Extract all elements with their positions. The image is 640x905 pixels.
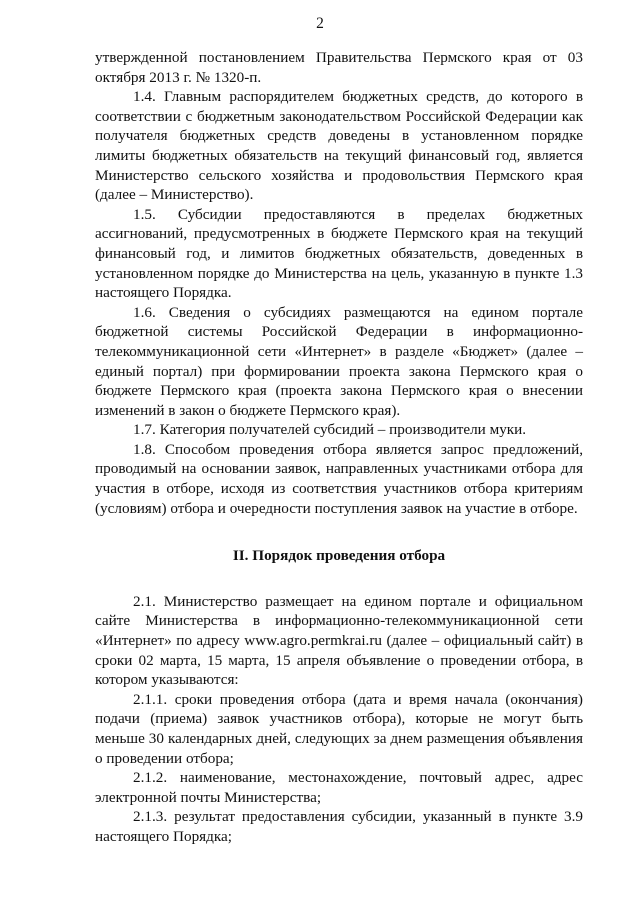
paragraph-1-7: 1.7. Категория получателей субсидий – производители муки.	[133, 421, 527, 439]
paragraph-2-1: 2.1. Министерство размещает на едином портале и официальном сайте Министерства в информационно-телекоммуникационной сети «Интернет» по адресу www.agro.permkrai.ru (далее – официальный сайт) в сроки 02 марта, 15 марта, 15 апреля объявление о проведении отбора, в котором указываются:	[95, 592, 583, 689]
paragraph-2-1-2: 2.1.2. наименование, местонахождение, почтовый адрес, адрес электронной почты Министерства;	[95, 769, 583, 806]
document-body	[95, 48, 583, 847]
paragraph-1-6: 1.6. Сведения о субсидиях размещаются на едином портале бюджетной системы Российской Федерации в информационно-телекоммуникационной сети «Интернет» в разделе «Бюджет» (далее – единый портал) при формировании проекта закона Пермского края о бюджете Пермского края (проекта закона Пермского края о внесении изменений в закон о бюджете Пермского края).	[95, 303, 583, 419]
paragraph-approval-continuation: утвержденной постановлением Правительства Пермского края от 03 октября 2013 г. № 1320-п.	[95, 49, 583, 86]
paragraph-1-5: 1.5. Субсидии предоставляются в пределах бюджетных ассигнований, предусмотренных в бюджете Пермского края на текущий финансовый год, и лимитов бюджетных обязательств, доведенных в установленном порядке до Министерства на цель, указанную в пункте 1.3 настоящего Порядка.	[95, 205, 583, 302]
section-title: II. Порядок проведения отбора	[232, 547, 446, 565]
paragraph-1-4: 1.4. Главным распорядителем бюджетных средств, до которого в соответствии с бюджетным законодательством Российской Федерации как получателя бюджетных средств доведены в установленном порядке лимиты бюджетных обязательств на текущий финансовый год, является Министерство сельского хозяйства и продовольствия Пермского края (далее – Министерство).	[95, 88, 583, 204]
page-number: 2	[316, 15, 324, 32]
paragraph-2-1-3: 2.1.3. результат предоставления субсидии, указанный в пункте 3.9 настоящего Порядка;	[95, 808, 583, 845]
paragraph-1-8: 1.8. Способом проведения отбора является запрос предложений, проводимый на основании заявок, направленных участниками отбора для участия в отборе, исходя из соответствия участников отбора критериям (условиям) отбора и очередности поступления заявок на участие в отборе.	[95, 440, 583, 517]
paragraph-2-1-1: 2.1.1. сроки проведения отбора (дата и время начала (окончания) подачи (приема) заявок участников отбора), которые не могут быть меньше 30 календарных дней, следующих за днем размещения объявления о проведении отбора;	[95, 690, 583, 767]
